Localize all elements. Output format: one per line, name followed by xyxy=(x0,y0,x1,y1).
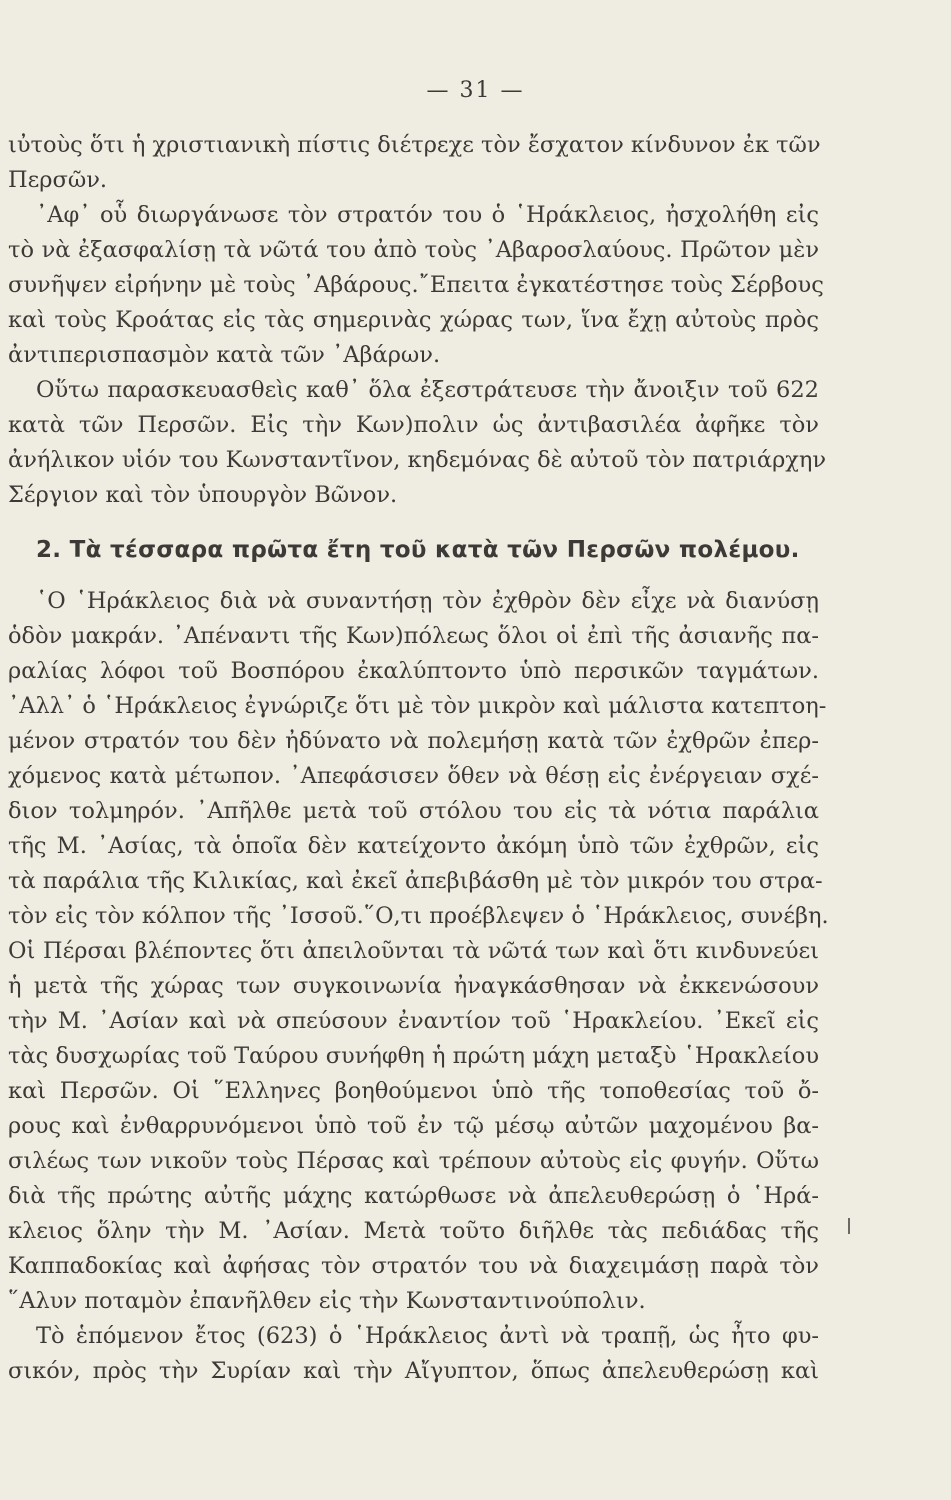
text-line: ρους καὶ ἐνθαρρυνόμενοι ὑπὸ τοῦ ἐν τῷ μέσῳ αὐτῶν μαχομένου βα- xyxy=(8,1113,819,1139)
text-line: διον τολμηρόν. ᾿Απῆλθε μετὰ τοῦ στόλου του εἰς τὰ νότια παράλια xyxy=(8,798,819,824)
page-number: — 31 — xyxy=(426,78,525,103)
text-line: ᾿Αλλ᾿ ὁ ῾Ηράκλειος ἐγνώριζε ὅτι μὲ τὸν μικρὸν καὶ μάλιστα κατεπτοη- xyxy=(8,693,827,719)
text-line: Καππαδοκίας καὶ ἀφήσας τὸν στρατόν του νὰ διαχειμάσῃ παρὰ τὸν xyxy=(8,1253,819,1279)
text-line: ῞Αλυν ποταμὸν ἐπανῆλθεν εἰς τὴν Κωνσταντινούπολιν. xyxy=(8,1288,646,1314)
text-line: Τὸ ἑπόμενον ἔτος (623) ὁ ῾Ηράκλειος ἀντὶ νὰ τραπῇ, ὡς ἦτο φυ- xyxy=(36,1323,819,1349)
text-line: μένον στρατόν του δὲν ἠδύνατο νὰ πολεμήσῃ κατὰ τῶν ἐχθρῶν ἐπερ- xyxy=(8,728,819,754)
text-line: ιὐτοὺς ὅτι ἡ χριστιανικὴ πίστις διέτρεχε τὸν ἔσχατον κίνδυνον ἐκ τῶν xyxy=(8,132,821,158)
margin-mark xyxy=(848,1218,850,1234)
paragraph xyxy=(8,373,827,513)
text-line: Περσῶν. xyxy=(8,167,108,193)
section-heading: 2. Τὰ τέσσαρα πρῶτα ἔτη τοῦ κατὰ τῶν Περσῶν πολέμου. xyxy=(36,537,800,563)
text-line: Οὕτω παρασκευασθεὶς καθ᾿ ὅλα ἐξεστράτευσε τὴν ἄνοιξιν τοῦ 622 xyxy=(36,377,819,403)
text-line: καὶ Περσῶν. Οἱ ῞Ελληνες βοηθούμενοι ὑπὸ τῆς τοποθεσίας τοῦ ὄ- xyxy=(8,1078,819,1104)
paragraph xyxy=(8,1319,819,1389)
text-line: σικόν, πρὸς τὴν Συρίαν καὶ τὴν Αἴγυπτον, ὅπως ἀπελευθερώσῃ καὶ xyxy=(8,1358,819,1384)
text-line: ὁδὸν μακράν. ᾿Απέναντι τῆς Κων)πόλεως ὅλοι οἱ ἐπὶ τῆς ἀσιανῆς πα- xyxy=(8,623,819,649)
text-line: ῾Ο ῾Ηράκλειος διὰ νὰ συναντήσῃ τὸν ἐχθρὸν δὲν εἶχε νὰ διανύσῃ xyxy=(36,588,819,614)
paragraph xyxy=(8,584,829,1319)
text-line: κατὰ τῶν Περσῶν. Εἰς τὴν Κων)πολιν ὡς ἀντιβασιλέα ἀφῆκε τὸν xyxy=(8,412,819,438)
text-line: ἀντιπερισπασμὸν κατὰ τῶν ᾿Αβάρων. xyxy=(8,342,441,368)
paragraph xyxy=(8,128,819,198)
text-line: τὸν εἰς τὸν κόλπον τῆς ᾿Ισσοῦ.῞Ο,τι προέβλεψεν ὁ ῾Ηράκλειος, συνέβη. xyxy=(8,903,829,929)
text-line: ᾿Αφ᾿ οὗ διωργάνωσε τὸν στρατόν του ὁ ῾Ηράκλειος, ἠσχολήθη εἰς xyxy=(36,202,819,228)
text-line: τὰ παράλια τῆς Κιλικίας, καὶ ἐκεῖ ἀπεβιβάσθη μὲ τὸν μικρόν του στρα- xyxy=(8,868,823,894)
text-line: συνῆψεν εἰρήνην μὲ τοὺς ᾿Αβάρους.῎Επειτα ἐγκατέστησε τοὺς Σέρβους xyxy=(8,272,824,298)
page-content xyxy=(8,128,829,1389)
text-line: Σέργιον καὶ τὸν ὑπουργὸν Βῶνον. xyxy=(8,482,398,508)
text-line: χόμενος κατὰ μέτωπον. ᾿Απεφάσισεν ὅθεν νὰ θέσῃ εἰς ἐνέργειαν σχέ- xyxy=(8,763,819,789)
text-line: τῆς Μ. ᾿Ασίας, τὰ ὁποῖα δὲν κατείχοντο ἀκόμη ὑπὸ τῶν ἐχθρῶν, εἰς xyxy=(8,833,819,859)
text-line: ἀνήλικον υἱόν του Κωνσταντῖνον, κηδεμόνας δὲ αὐτοῦ τὸν πατριάρχην xyxy=(8,447,827,473)
text-line: τὰς δυσχωρίας τοῦ Ταύρου συνήφθη ἡ πρώτη μάχη μεταξὺ ῾Ηρακλείου xyxy=(8,1043,819,1069)
text-line: καὶ τοὺς Κροάτας εἰς τὰς σημερινὰς χώρας των, ἵνα ἔχῃ αὐτοὺς πρὸς xyxy=(8,307,819,333)
text-line: τὴν Μ. ᾿Ασίαν καὶ νὰ σπεύσουν ἐναντίον τοῦ ῾Ηρακλείου. ᾿Εκεῖ εἰς xyxy=(8,1008,819,1034)
text-line: Οἱ Πέρσαι βλέποντες ὅτι ἀπειλοῦνται τὰ νῶτά των καὶ ὅτι κινδυνεύει xyxy=(8,938,819,964)
paragraph xyxy=(8,198,824,373)
text-line: σιλέως των νικοῦν τοὺς Πέρσας καὶ τρέπουν αὐτοὺς εἰς φυγήν. Οὕτω xyxy=(8,1148,819,1174)
text-line: ἡ μετὰ τῆς χώρας των συγκοινωνία ἠναγκάσθησαν νὰ ἐκκενώσουν xyxy=(8,973,819,999)
text-line: ραλίας λόφοι τοῦ Βοσπόρου ἐκαλύπτοντο ὑπὸ περσικῶν ταγμάτων. xyxy=(8,658,819,684)
text-line: κλειος ὅλην τὴν Μ. ᾿Ασίαν. Μετὰ τοῦτο διῆλθε τὰς πεδιάδας τῆς xyxy=(8,1218,819,1244)
text-line: διὰ τῆς πρώτης αὐτῆς μάχης κατώρθωσε νὰ ἀπελευθερώσῃ ὁ ῾Ηρά- xyxy=(8,1183,819,1209)
text-line: τὸ νὰ ἐξασφαλίσῃ τὰ νῶτά του ἀπὸ τοὺς ᾿Αβαροσλαύους. Πρῶτον μὲν xyxy=(8,237,819,263)
